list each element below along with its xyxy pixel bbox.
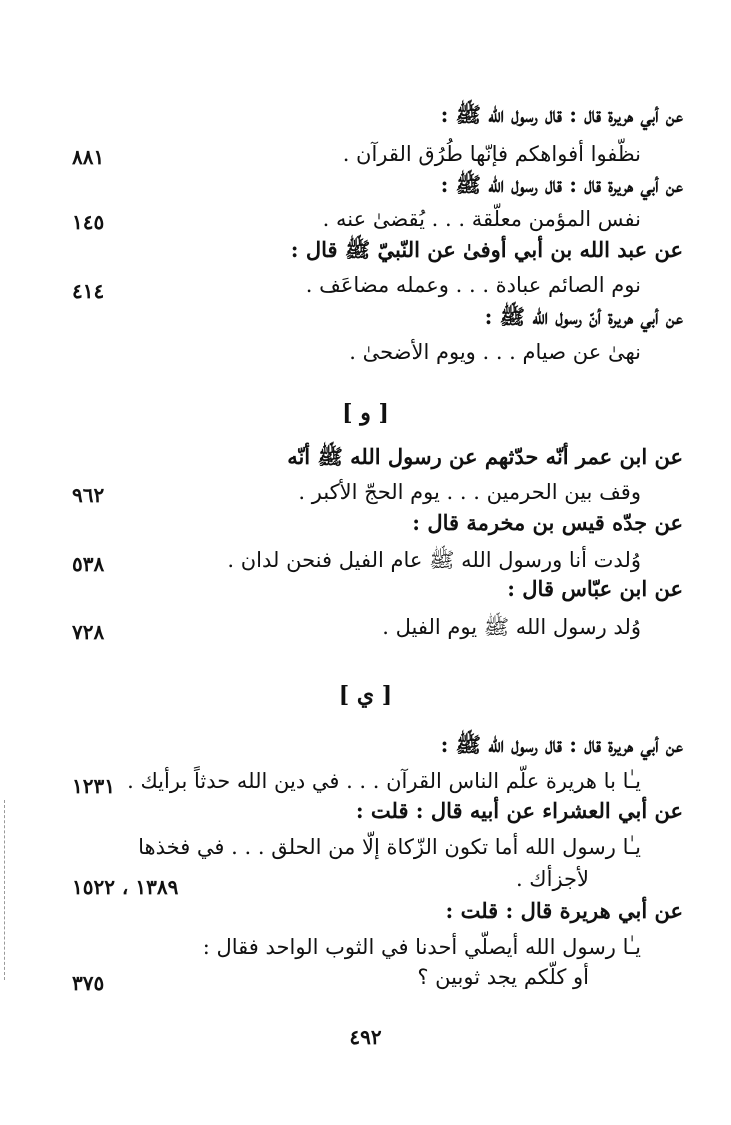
matn-line: وقف بين الحرمين . . . يوم الحجّ الأكبر . [298,480,641,504]
reference-number: ١٢٣١ [72,774,115,798]
reference-number: ١٤٥ [72,210,105,234]
scan-edge-line [4,800,5,980]
section-header-ya: [ ي ] [338,682,393,708]
matn-line: نهىٰ عن صيام . . . ويوم الأضحىٰ . [349,340,641,364]
matn-line: وُلد رسول الله ﷺ يوم الفيل . [382,615,641,639]
reference-number: ٧٢٨ [72,620,105,644]
page-number: ٤٩٢ [349,1025,382,1049]
isnad-line: عن أبي هريرة أنّ رسول الله ﷺ : [484,304,683,329]
isnad-line: عن جدّه قيس بن مخرمة قال : [412,510,683,535]
matn-line: يـٰا با هريرة علّم الناس القرآن . . . في دين الله حدثاً برأيك . [127,769,641,793]
reference-number: ٩٦٢ [72,483,105,507]
matn-line: لأجزأك . [515,867,589,891]
matn-line: وُلدت أنا ورسول الله ﷺ عام الفيل فنحن لدان . [227,548,641,572]
isnad-line: عن أبي هريرة قال : قال رسول الله ﷺ : [440,172,683,197]
reference-number: ٤١٤ [72,279,105,303]
isnad-line: عن أبي العشراء عن أبيه قال : قلت : [355,798,683,823]
reference-number: ٣٧٥ [72,971,105,995]
isnad-line: عن أبي هريرة قال : قال رسول الله ﷺ : [440,732,683,757]
reference-number: ١٣٨٩ ، ١٥٢٢ [72,875,179,899]
matn-line: نوم الصائم عبادة . . . وعمله مضاعَف . [305,273,641,297]
matn-line: نفس المؤمن معلّقة . . . يُقضىٰ عنه . [322,207,641,231]
isnad-line: عن أبي هريرة قال : قال رسول الله ﷺ : [440,102,683,127]
isnad-line: عن أبي هريرة قال : قلت : [445,898,683,923]
matn-line: نظّفوا أفواهكم فإنّها طُرُق القرآن . [342,142,641,166]
isnad-line: عن ابن عبّاس قال : [507,576,683,601]
reference-number: ٥٣٨ [72,552,105,576]
matn-line: يـٰا رسول الله أما تكون الزّكاة إلّا من الحلق . . . في فخذها [138,835,641,859]
matn-line: يـٰا رسول الله أيصلّي أحدنا في الثوب الواحد فقال : [202,935,641,959]
matn-line: أو كلّكم يجد ثوبين ؟ [417,965,589,989]
section-header-waw: [ و ] [342,400,389,426]
isnad-line: عن ابن عمر أنّه حدّثهم عن رسول الله ﷺ أنّه [287,444,683,469]
isnad-line: عن عبد الله بن أبي أوفىٰ عن النّبيّ ﷺ قال : [290,237,683,262]
reference-number: ٨٨١ [72,145,105,169]
